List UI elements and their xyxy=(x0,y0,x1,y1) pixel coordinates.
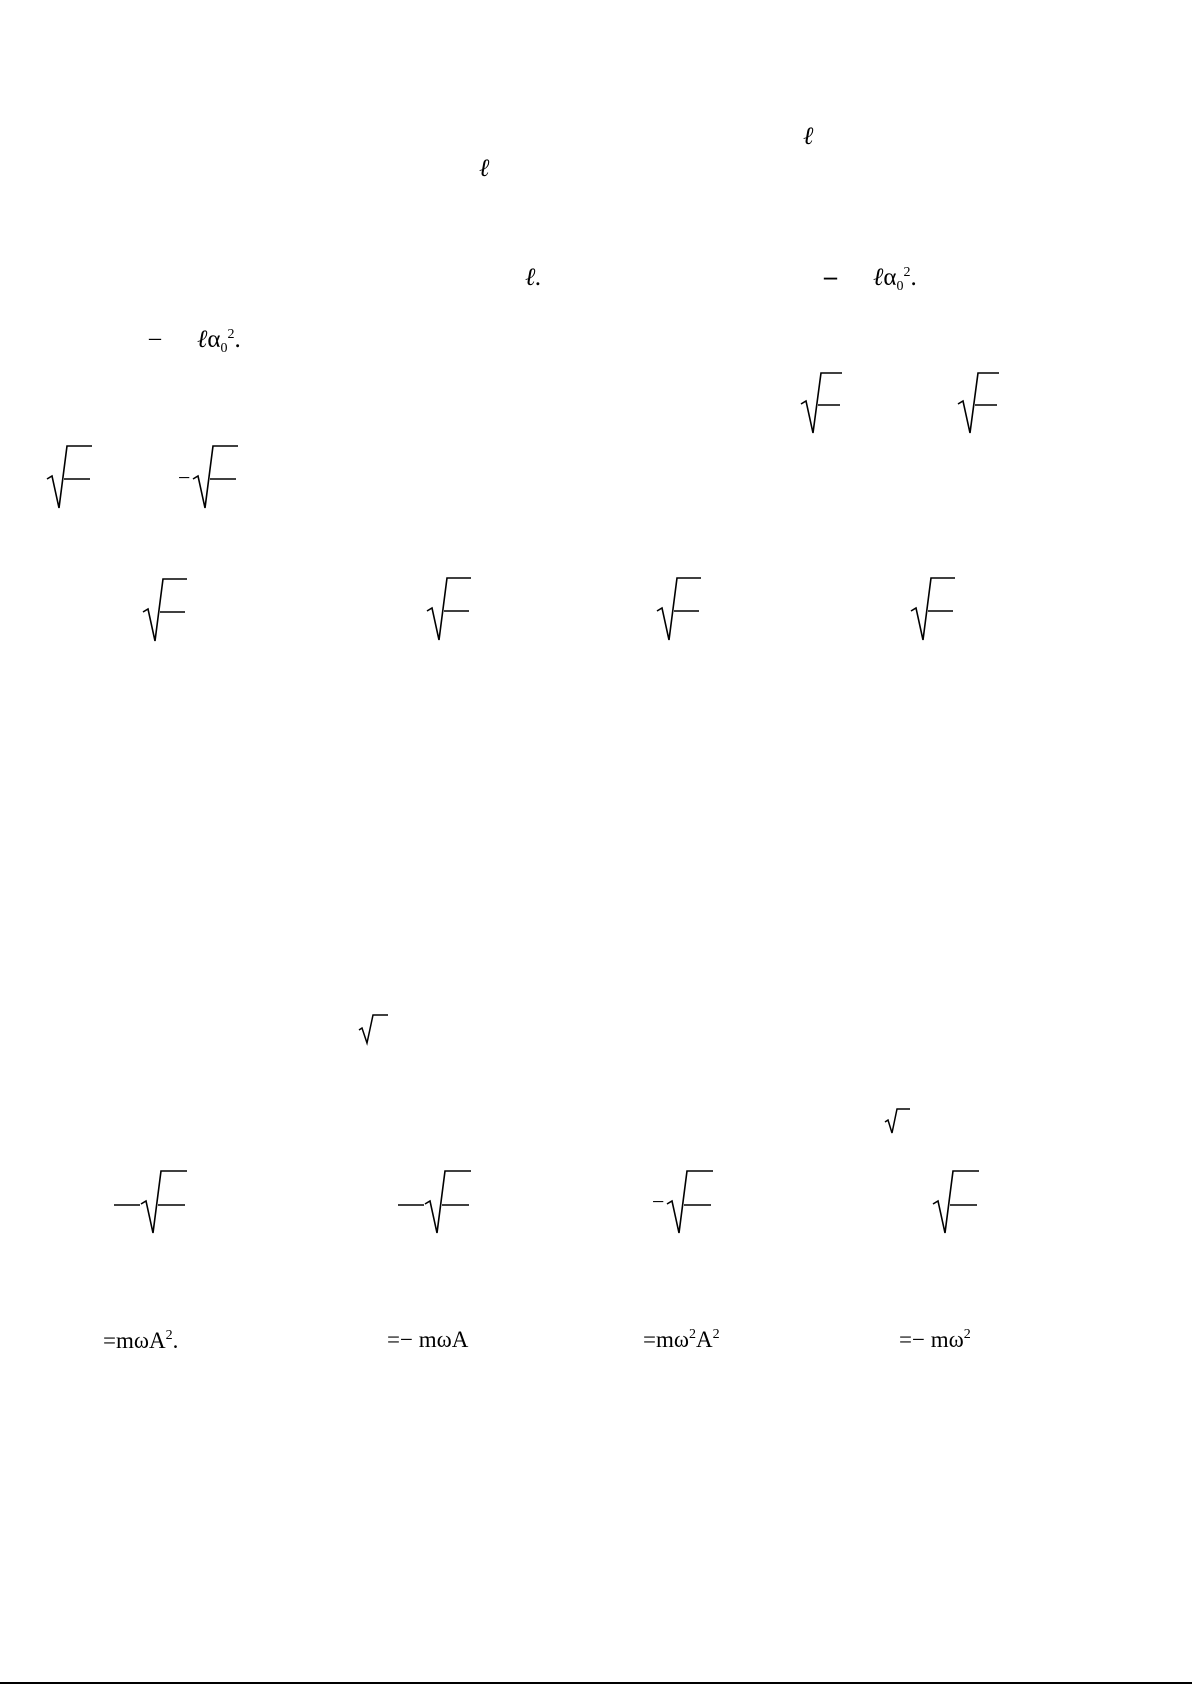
square-root-fraction-symbol xyxy=(932,1170,980,1236)
square-root-fraction-symbol xyxy=(656,577,701,643)
minus-sign: − xyxy=(178,465,191,490)
square-root-fraction-symbol xyxy=(800,372,842,436)
option-b-formula: =− mωA xyxy=(387,1327,469,1352)
option-d-formula: =− $m\omega^2$ xyxy=(899,1327,971,1352)
square-root-fraction-symbol xyxy=(426,577,471,643)
square-root-symbol xyxy=(358,1014,388,1044)
option-a-formula: =mωA$^2$. xyxy=(103,1328,179,1353)
minus-sign: – xyxy=(149,325,161,351)
square-root-fraction-symbol xyxy=(910,577,955,643)
square-root-fraction-symbol xyxy=(666,1170,714,1236)
formula-ell-alpha0-squared: ℓα$_0^2$. xyxy=(873,264,917,294)
minus-sign: – xyxy=(824,262,837,291)
page-bottom-rule xyxy=(0,1682,1192,1684)
square-root-symbol xyxy=(884,1108,910,1134)
square-root-fraction-symbol xyxy=(46,445,92,511)
ell-dot-symbol: ℓ. xyxy=(525,264,542,291)
fraction-times-square-root-symbol xyxy=(112,1170,188,1236)
ell-symbol: ℓ xyxy=(479,155,490,182)
square-root-fraction-symbol xyxy=(192,445,238,511)
option-c-formula: $=m\omega^2A^2$ xyxy=(643,1327,720,1352)
formula-ell-alpha0-squared: ℓα$_0^2$. xyxy=(197,326,241,356)
square-root-fraction-symbol xyxy=(957,372,999,436)
square-root-fraction-symbol xyxy=(142,578,187,644)
ell-symbol: ℓ xyxy=(803,123,814,150)
minus-sign: − xyxy=(652,1189,665,1214)
fraction-times-square-root-symbol xyxy=(396,1170,472,1236)
